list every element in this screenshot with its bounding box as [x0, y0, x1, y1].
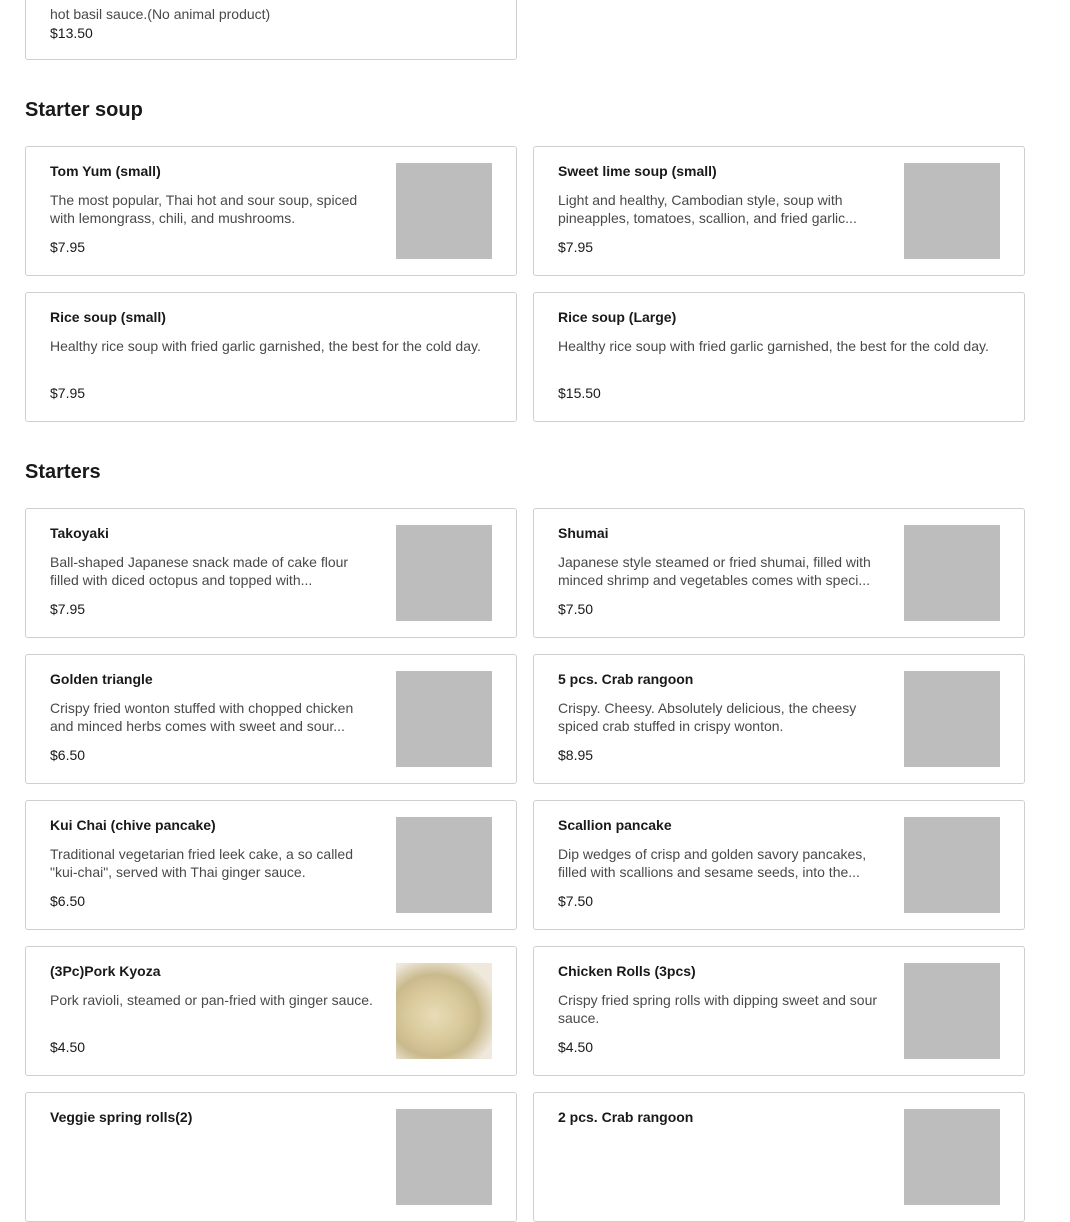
menu-item-price: $7.95 — [50, 601, 86, 617]
menu-item-card[interactable] — [25, 146, 517, 276]
menu-item-name: Shumai — [558, 525, 609, 541]
menu-item-price: $15.50 — [558, 385, 601, 401]
menu-item-description: hot basil sauce.(No animal product) — [50, 6, 271, 22]
menu-item-image — [904, 1109, 1000, 1205]
menu-item-price: $7.95 — [558, 239, 594, 255]
menu-item-image — [396, 1109, 492, 1205]
menu-item-description: Crispy. Cheesy. Absolutely delicious, the cheesy spiced crab stuffed in crispy wonton. — [558, 700, 857, 734]
menu-item-price: $6.50 — [50, 893, 86, 909]
menu-item-image — [904, 525, 1000, 621]
menu-item-price: $7.50 — [558, 893, 594, 909]
menu-item-image — [396, 163, 492, 259]
menu-item-price: $7.95 — [50, 239, 86, 255]
menu-item-image — [396, 525, 492, 621]
section-title: Starters — [25, 461, 101, 483]
menu-item-description: Traditional vegetarian fried leek cake, a so called "kui-chai", served with Thai ginger sauce. — [50, 846, 353, 880]
menu-item-card[interactable] — [25, 654, 517, 784]
menu-item-price: $8.95 — [558, 747, 594, 763]
menu-item-description: Light and healthy, Cambodian style, soup with pineapples, tomatoes, scallion, and fried garlic... — [558, 192, 857, 226]
menu-item-image — [396, 817, 492, 913]
menu-item-name: Sweet lime soup (small) — [558, 163, 717, 179]
menu-item-card[interactable] — [25, 292, 517, 422]
menu-item-description: Japanese style steamed or fried shumai, filled with minced shrimp and vegetables comes with speci... — [558, 554, 871, 588]
menu-item-card[interactable] — [533, 146, 1025, 276]
section-title: Starter soup — [25, 99, 143, 121]
menu-item-name: (3Pc)Pork Kyoza — [50, 963, 161, 979]
menu-item-card[interactable] — [533, 946, 1025, 1076]
menu-item-price: $4.50 — [558, 1039, 594, 1055]
menu-item-price: $6.50 — [50, 747, 86, 763]
menu-item-card[interactable] — [533, 654, 1025, 784]
menu-item-name: Kui Chai (chive pancake) — [50, 817, 216, 833]
menu-item-name: Scallion pancake — [558, 817, 672, 833]
menu-item-image — [904, 163, 1000, 259]
menu-item-name: Veggie spring rolls(2) — [50, 1109, 193, 1125]
menu-item-description: Ball-shaped Japanese snack made of cake flour filled with diced octopus and topped with... — [50, 554, 349, 588]
menu-item-image — [904, 671, 1000, 767]
menu-item-name: 2 pcs. Crab rangoon — [558, 1109, 694, 1125]
menu-item-description: Pork ravioli, steamed or pan-fried with ginger sauce. — [50, 992, 373, 1008]
menu-item-name: Rice soup (Large) — [558, 309, 677, 325]
menu-item-image — [396, 671, 492, 767]
menu-item-description: The most popular, Thai hot and sour soup, spiced with lemongrass, chili, and mushrooms. — [50, 192, 358, 226]
menu-item-card[interactable] — [25, 946, 517, 1076]
menu-item-price: $7.50 — [558, 601, 594, 617]
menu-item-photo — [396, 963, 492, 1059]
menu-item-description: Crispy fried wonton stuffed with chopped chicken and minced herbs comes with sweet and sour... — [50, 700, 354, 734]
menu-item-description: Crispy fried spring rolls with dipping sweet and sour sauce. — [558, 992, 878, 1026]
menu-item-card[interactable] — [25, 1092, 517, 1222]
menu-item-price: $13.50 — [50, 25, 93, 41]
menu-item-name: Chicken Rolls (3pcs) — [558, 963, 696, 979]
menu-item-name: Tom Yum (small) — [50, 163, 161, 179]
menu-item-card[interactable] — [25, 508, 517, 638]
menu-item-image — [904, 963, 1000, 1059]
menu-item-description: Dip wedges of crisp and golden savory pancakes, filled with scallions and sesame seeds, into the... — [558, 846, 867, 880]
menu-item-card[interactable] — [533, 292, 1025, 422]
menu-item-description: Healthy rice soup with fried garlic garnished, the best for the cold day. — [50, 338, 481, 354]
menu-item-price: $7.95 — [50, 385, 86, 401]
menu-item-name: Takoyaki — [50, 525, 109, 541]
menu-item-card[interactable] — [533, 508, 1025, 638]
menu-item-card[interactable] — [25, 800, 517, 930]
menu-item-name: Golden triangle — [50, 671, 153, 687]
menu-item-card[interactable] — [533, 800, 1025, 930]
menu-item-name: Rice soup (small) — [50, 309, 166, 325]
menu-item-card[interactable] — [533, 1092, 1025, 1222]
menu-item-description: Healthy rice soup with fried garlic garnished, the best for the cold day. — [558, 338, 989, 354]
menu-item-price: $4.50 — [50, 1039, 86, 1055]
menu-item-name: 5 pcs. Crab rangoon — [558, 671, 694, 687]
menu-item-card[interactable] — [25, 0, 517, 60]
menu-item-image — [904, 817, 1000, 913]
